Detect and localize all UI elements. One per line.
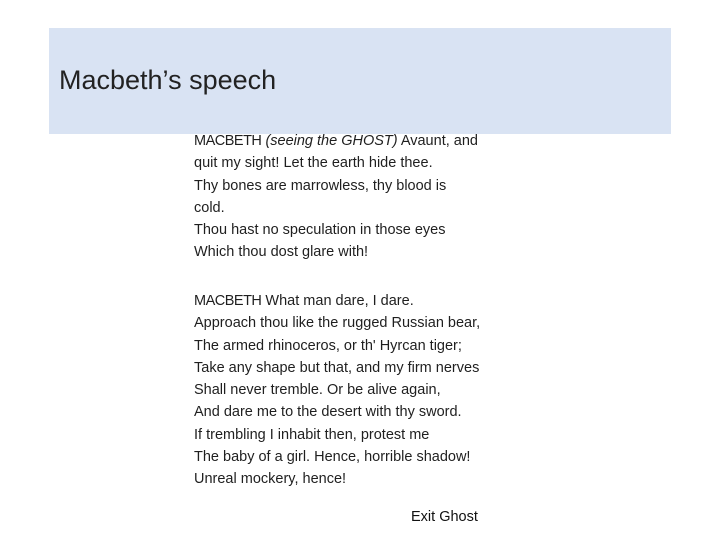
title-band [49,28,671,134]
verse-line: If trembling I inhabit then, protest me [194,426,430,443]
speech-passage-1 [194,130,478,264]
verse-line: Thy bones are marrowless, thy blood is [194,177,447,194]
exit-stage-direction: Exit Ghost [411,509,478,525]
verse-line: Take any shape but that, and my firm nerves [194,359,480,376]
speech-passage-2 [194,290,480,491]
verse-line: quit my sight! Let the earth hide thee. [194,155,433,172]
verse-line: Approach thou like the rugged Russian bear, [194,315,481,332]
speaker-name: MACBETH [194,293,262,309]
verse-line: Unreal mockery, hence! [194,471,347,488]
passage-1-line-1 [194,130,478,152]
verse-line: cold. [194,199,225,216]
stage-direction: (seeing the GHOST) [265,133,398,149]
verse-line: And dare me to the desert with thy sword. [194,404,462,421]
passage-2-line-1 [194,290,480,312]
passage-2-line-1-text: What man dare, I dare. [261,293,414,309]
verse-line: Shall never tremble. Or be alive again, [194,382,441,399]
verse-line: Which thou dost glare with! [194,244,369,261]
verse-line: Thou hast no speculation in those eyes [194,222,446,239]
speaker-name: MACBETH [194,133,262,149]
passage-1-line-1-text: Avaunt, and [397,133,478,149]
verse-line: The baby of a girl. Hence, horrible shadow! [194,449,471,466]
verse-line: The armed rhinoceros, or th' Hyrcan tiger; [194,337,462,354]
slide-title: Macbeth’s speech [59,65,277,95]
